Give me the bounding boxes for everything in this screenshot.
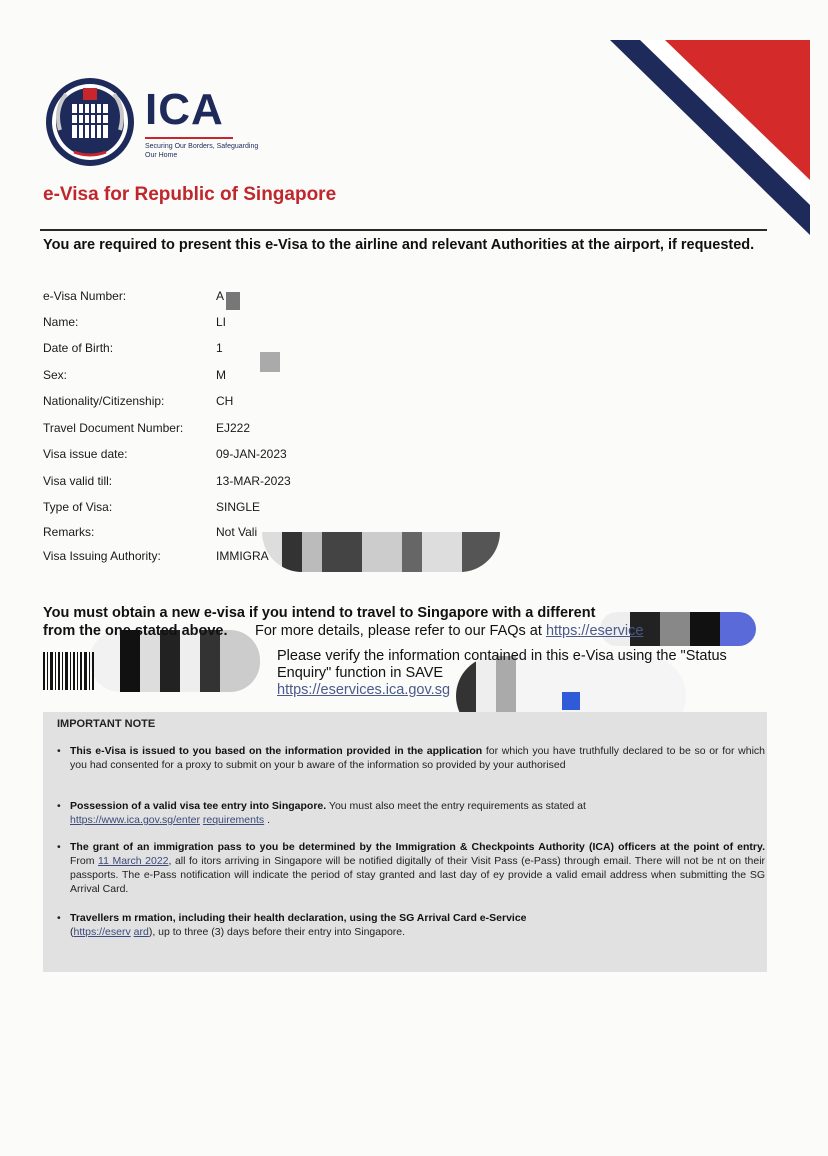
note-text: From <box>70 855 95 867</box>
note-bold: The grant of an immigration pass to you be determined by the Immigration & Checkpoints Authority (ICA) officers at the point of entry. <box>70 841 765 853</box>
redaction-mosaic <box>226 292 240 310</box>
field-type-of-visa <box>43 500 503 518</box>
field-value: 09-JAN-2023 <box>216 447 287 461</box>
bullet-icon: • <box>57 745 61 757</box>
note-item: • Travellers m rmation, including their health declaration, using the SG Arrival Card e-Service (https://eserv ard), up to three (3) days before their entry into Singapore. <box>57 912 527 938</box>
warning-line: from the one stated above. <box>43 623 228 639</box>
note-text: You must also meet the entry requirements as stated at <box>328 800 586 812</box>
note-text: for which you have truthfully declared to be so or for which you had consented for a proxy to submit on your b <box>70 745 765 771</box>
note-bold: rmation, including their health declaration, using the SG Arrival Card e-Service <box>134 912 527 924</box>
redaction-mosaic <box>260 352 280 372</box>
field-value: 1 <box>216 341 223 355</box>
header-divider <box>40 229 767 231</box>
field-value: IMMIGRA <box>216 549 269 563</box>
field-label: Name: <box>43 315 79 329</box>
note-item: • Possession of a valid visa tee entry into Singapore. You must also meet the entry requirements as stated at https://www.ica.gov.sg/enter requirements . <box>57 800 586 826</box>
field-label: Visa issue date: <box>43 447 128 461</box>
note-item <box>57 840 765 896</box>
field-value: 13-MAR-2023 <box>216 474 291 488</box>
note-bold: Possession of a valid visa <box>70 800 201 812</box>
note-text: , all fo itors arriving in Singapore will be notified digitally of their Visit Pass (e-Pass) through email. There will not be nt on their passports. The e-Pass notification will indicate the period of stay granted and last day of ey provide a valid email address when submitting the SG Arrival Card. <box>70 855 766 895</box>
note-link[interactable]: https://eserv <box>73 926 131 938</box>
field-value: Not Vali <box>216 525 258 539</box>
warning-line: You must obtain a new e-visa if you intend to travel to Singapore with a different <box>43 605 596 621</box>
field-value: LI <box>216 315 227 329</box>
bullet-icon: • <box>57 841 61 853</box>
note-link[interactable]: requirements <box>202 814 265 826</box>
field-label: Date of Birth: <box>43 341 114 355</box>
brand-logotype: ICA <box>145 85 224 134</box>
barcode <box>43 652 103 690</box>
important-note-box <box>43 712 767 972</box>
faq-label: For more details, please refer to our FAQs at <box>255 623 542 639</box>
note-link[interactable]: 11 March 2022 <box>98 855 169 867</box>
document-title: e-Visa for Republic of Singapore <box>43 184 337 205</box>
field-label: Nationality/Citizenship: <box>43 394 165 408</box>
field-value: A <box>216 289 225 303</box>
brand-underline <box>145 137 233 139</box>
verification-text <box>277 648 757 699</box>
field-travel-document-number <box>43 421 503 439</box>
field-nationality <box>43 394 503 412</box>
field-evisa-number <box>43 289 503 307</box>
field-value: EJ222 <box>216 421 251 435</box>
field-visa-valid-till <box>43 474 503 492</box>
note-bold: Travellers m <box>70 912 132 924</box>
field-label: Visa Issuing Authority: <box>43 549 161 563</box>
redaction-mosaic <box>262 532 500 572</box>
field-visa-issue-date <box>43 447 503 465</box>
field-name <box>43 315 503 333</box>
faq-link[interactable]: https://eservice <box>545 623 644 639</box>
verify-line: Enquiry" function in SAVE <box>277 665 444 681</box>
field-label: Travel Document Number: <box>43 421 184 435</box>
field-label: Remarks: <box>43 525 95 539</box>
field-label: Visa valid till: <box>43 474 113 488</box>
bullet-icon: • <box>57 912 61 924</box>
note-item <box>57 744 765 772</box>
note-text: , up to three (3) days before their entry into Singapore. <box>152 926 406 938</box>
verify-link[interactable]: https://eservices.ica.gov.sg <box>277 682 451 698</box>
field-label: Sex: <box>43 368 68 382</box>
field-value: CH <box>216 394 234 408</box>
bullet-icon: • <box>57 800 61 812</box>
note-text: aware of the information so provided by your authorised <box>306 759 566 771</box>
field-value: M <box>216 368 226 382</box>
faq-text <box>255 623 643 639</box>
note-link[interactable]: ard <box>133 926 149 938</box>
corner-stripes-graphic <box>610 40 810 235</box>
brand-tagline: Securing Our Borders, Safeguarding Our Home <box>145 143 259 159</box>
note-link[interactable]: https://www.ica.gov.sg/enter <box>70 814 200 826</box>
verify-line: Please verify the information contained in this e-Visa using the "Status <box>277 648 727 664</box>
instruction-text: You are required to present this e-Visa to the airline and relevant Authorities at the airport, if requested. <box>43 237 755 253</box>
field-label: Type of Visa: <box>43 500 113 514</box>
important-note-heading: IMPORTANT NOTE <box>57 718 156 730</box>
ica-crest-logo <box>44 76 136 168</box>
note-bold: tee entry into Singapore. <box>203 800 327 812</box>
note-bold: This e-Visa is issued to you based on the information provided in the application <box>70 745 483 757</box>
field-value: SINGLE <box>216 500 261 514</box>
field-label: e-Visa Number: <box>43 289 127 303</box>
